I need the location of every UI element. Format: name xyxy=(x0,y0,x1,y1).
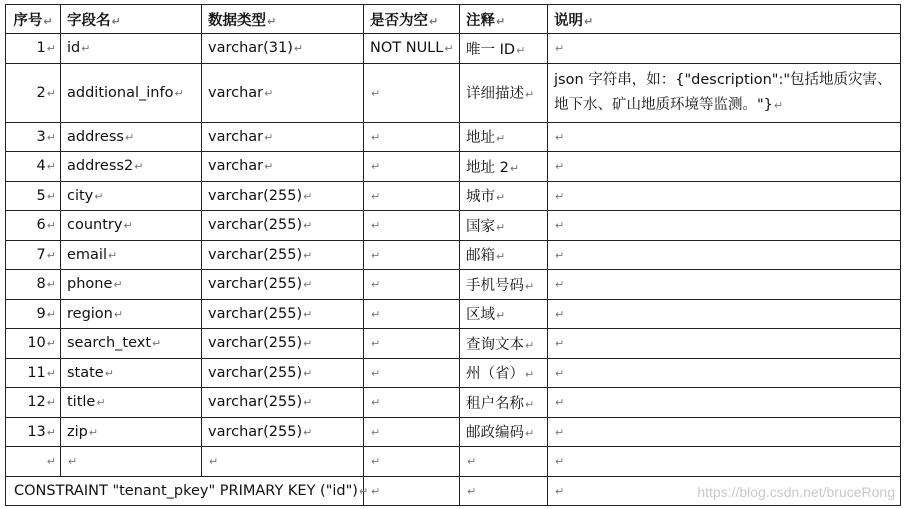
table-header-row xyxy=(6,5,901,34)
cell-type: varchar(255)↵ xyxy=(202,417,364,447)
cell-no: 2↵ xyxy=(6,63,61,122)
cell-type: varchar↵ xyxy=(202,63,364,122)
cell-no: 4↵ xyxy=(6,152,61,182)
cell-no: 12↵ xyxy=(6,388,61,418)
cell-comment: 手机号码↵ xyxy=(460,270,548,300)
cell-field: phone↵ xyxy=(61,270,202,300)
cell-field: title↵ xyxy=(61,388,202,418)
cell-field: region↵ xyxy=(61,299,202,329)
cell-comment: 详细描述↵ xyxy=(460,63,548,122)
cell-desc: ↵ xyxy=(548,181,901,211)
cell-type: varchar(255)↵ xyxy=(202,181,364,211)
cell-desc: ↵ xyxy=(548,211,901,241)
cell-type: varchar(255)↵ xyxy=(202,240,364,270)
cell-comment: 区域↵ xyxy=(460,299,548,329)
table-row xyxy=(6,240,901,270)
cell-no: 8↵ xyxy=(6,270,61,300)
cell-comment: ↵ xyxy=(460,476,548,506)
cell-comment: 城市↵ xyxy=(460,181,548,211)
watermark: https://blog.csdn.net/bruceRong xyxy=(697,484,895,500)
cell-comment: ↵ xyxy=(460,447,548,477)
cell-field: search_text↵ xyxy=(61,329,202,359)
cell-nullable: ↵ xyxy=(364,181,460,211)
header-cell: 数据类型↵ xyxy=(202,5,364,34)
constraint-cell: CONSTRAINT "tenant_pkey" PRIMARY KEY ("id")↵ xyxy=(6,476,364,506)
cell-nullable: NOT NULL↵ xyxy=(364,34,460,64)
table-row-empty xyxy=(6,447,901,477)
cell-field: address2↵ xyxy=(61,152,202,182)
cell-desc: ↵ xyxy=(548,329,901,359)
cell-field: city↵ xyxy=(61,181,202,211)
field-definition-table xyxy=(5,4,901,506)
cell-type: varchar(31)↵ xyxy=(202,34,364,64)
cell-no: 10↵ xyxy=(6,329,61,359)
cell-nullable: ↵ xyxy=(364,388,460,418)
cell-comment: 邮箱↵ xyxy=(460,240,548,270)
cell-desc: ↵ xyxy=(548,299,901,329)
cell-desc: ↵ xyxy=(548,152,901,182)
cell-no: 11↵ xyxy=(6,358,61,388)
cell-nullable: ↵ xyxy=(364,447,460,477)
cell-desc: json 字符串，如：{"description":"包括地质灾害、地下水、矿山地质环境等监测。"}↵ xyxy=(548,63,901,122)
table-row xyxy=(6,388,901,418)
cell-desc: ↵ xyxy=(548,240,901,270)
cell-no: 3↵ xyxy=(6,122,61,152)
cell-desc: ↵ xyxy=(548,388,901,418)
cell-type: varchar(255)↵ xyxy=(202,388,364,418)
cell-nullable: ↵ xyxy=(364,152,460,182)
header-cell: 是否为空↵ xyxy=(364,5,460,34)
cell-type: varchar↵ xyxy=(202,152,364,182)
cell-desc: ↵ xyxy=(548,417,901,447)
cell-type: varchar(255)↵ xyxy=(202,329,364,359)
cell-no: 1↵ xyxy=(6,34,61,64)
table-row xyxy=(6,63,901,122)
cell-desc: ↵ xyxy=(548,447,901,477)
cell-type: varchar↵ xyxy=(202,122,364,152)
cell-no: 7↵ xyxy=(6,240,61,270)
table-row xyxy=(6,417,901,447)
cell-nullable: ↵ xyxy=(364,358,460,388)
cell-desc: ↵ xyxy=(548,34,901,64)
cell-desc: ↵ xyxy=(548,476,901,506)
table-row xyxy=(6,358,901,388)
cell-field: address↵ xyxy=(61,122,202,152)
cell-no: 9↵ xyxy=(6,299,61,329)
table-row xyxy=(6,34,901,64)
cell-desc: ↵ xyxy=(548,358,901,388)
cell-comment: 邮政编码↵ xyxy=(460,417,548,447)
cell-type: ↵ xyxy=(202,447,364,477)
cell-nullable: ↵ xyxy=(364,63,460,122)
table-row xyxy=(6,270,901,300)
cell-field: zip↵ xyxy=(61,417,202,447)
header-cell: 序号↵ xyxy=(6,5,61,34)
cell-field: country↵ xyxy=(61,211,202,241)
cell-comment: 地址↵ xyxy=(460,122,548,152)
cell-desc: ↵ xyxy=(548,270,901,300)
cell-nullable: ↵ xyxy=(364,240,460,270)
cell-nullable: ↵ xyxy=(364,476,460,506)
table-row xyxy=(6,299,901,329)
cell-nullable: ↵ xyxy=(364,270,460,300)
cell-type: varchar(255)↵ xyxy=(202,211,364,241)
table-row xyxy=(6,152,901,182)
cell-field: state↵ xyxy=(61,358,202,388)
cell-comment: 租户名称↵ xyxy=(460,388,548,418)
cell-comment: 地址 2↵ xyxy=(460,152,548,182)
cell-nullable: ↵ xyxy=(364,122,460,152)
cell-nullable: ↵ xyxy=(364,417,460,447)
header-cell: 字段名↵ xyxy=(61,5,202,34)
cell-no: 13↵ xyxy=(6,417,61,447)
cell-nullable: ↵ xyxy=(364,211,460,241)
cell-no: ↵ xyxy=(6,447,61,477)
cell-no: 5↵ xyxy=(6,181,61,211)
cell-comment: 查询文本↵ xyxy=(460,329,548,359)
cell-field: id↵ xyxy=(61,34,202,64)
table-row xyxy=(6,181,901,211)
cell-nullable: ↵ xyxy=(364,329,460,359)
cell-comment: 唯一 ID↵ xyxy=(460,34,548,64)
cell-type: varchar(255)↵ xyxy=(202,299,364,329)
cell-comment: 州（省）↵ xyxy=(460,358,548,388)
cell-no: 6↵ xyxy=(6,211,61,241)
table-row xyxy=(6,329,901,359)
cell-field: additional_info↵ xyxy=(61,63,202,122)
header-cell: 说明↵ xyxy=(548,5,901,34)
cell-type: varchar(255)↵ xyxy=(202,270,364,300)
table-row xyxy=(6,122,901,152)
cell-comment: 国家↵ xyxy=(460,211,548,241)
cell-desc: ↵ xyxy=(548,122,901,152)
cell-field: email↵ xyxy=(61,240,202,270)
cell-field: ↵ xyxy=(61,447,202,477)
header-cell: 注释↵ xyxy=(460,5,548,34)
cell-nullable: ↵ xyxy=(364,299,460,329)
table-row xyxy=(6,211,901,241)
cell-type: varchar(255)↵ xyxy=(202,358,364,388)
